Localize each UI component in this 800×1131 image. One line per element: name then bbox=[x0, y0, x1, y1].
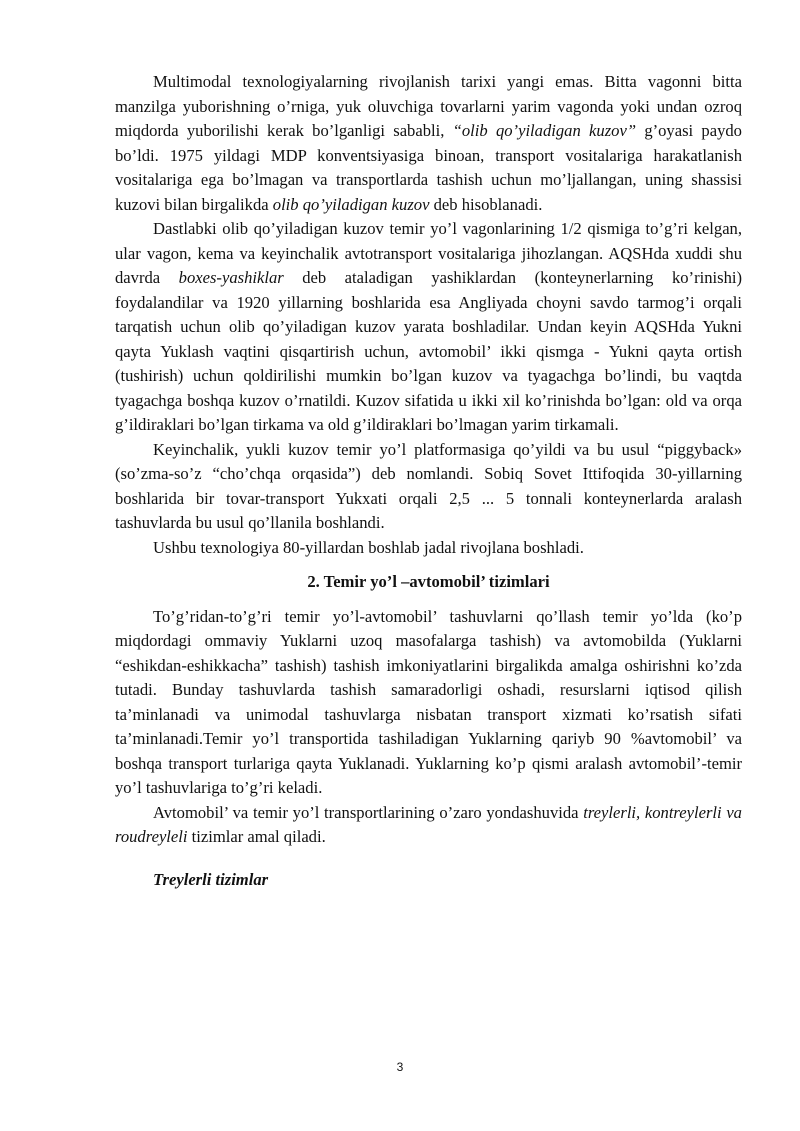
text-run: To’g’ridan-to’g’ri temir yo’l-avtomobil’ tashuvlarni qo’llash temir yo’lda (ko’p miqdordagi ommaviy Yuklarni uzoq masofalarga tashish) va avtomobilda (Yuklarni “eshikdan-eshikkacha” tashish) tashish imkoniyatlarini birgalikda amalga oshirishni ko’zda tutadi. Bunday tashuvlarda tashish samaradorligi oshadi, resurslarni iqtisod qilish ta’minlanadi va unimodal tashuvlarga nisbatan transport xizmati ko’rsatish sifati ta’minlanadi.Temir yo’l transportida tashiladigan Yuklarning qariyb 90 %avtomobil’ va boshqa transport turlariga qayta Yuklanadi. Yuklarning ko’p qismi aralash avtomobil’-temir yo’l tashuvlariga to’g’ri keladi. bbox=[115, 606, 742, 797]
paragraph bbox=[115, 217, 742, 438]
document-page bbox=[115, 70, 742, 892]
text-run: Ushbu texnologiya 80-yillardan boshlab jadal rivojlana boshladi. bbox=[153, 537, 584, 557]
text-run: Dastlabki olib qo’yiladigan kuzov temir yo’l vagonlarining 1/2 qismiga to’g’ri kelgan, ular vagon, kema va keyinchalik avtotransport vositalariga jihozlangan. AQSHda xuddi shu davrda bbox=[115, 219, 742, 287]
paragraph bbox=[115, 70, 742, 217]
text-run: Keyinchalik, yukli kuzov temir yo’l platformasiga qo’yildi va bu usul “piggyback» (so’zma-so’z “cho’chqa orqasida”) deb nomlandi. Sobiq Sovet Ittifoqida 30-yillarning boshlarida bir tovar-transport Yukxati orqali 2,5 ... 5 tonnali konteynerlarda aralash tashuvlarda bu usul qo’llanila boshlandi. bbox=[115, 439, 742, 532]
italic-text: olib qo’yiladigan kuzov bbox=[272, 194, 430, 214]
paragraph bbox=[115, 605, 742, 801]
paragraph bbox=[115, 801, 742, 850]
paragraph bbox=[115, 438, 742, 536]
text-run: deb hisoblanadi. bbox=[429, 194, 543, 214]
body-text-section-1 bbox=[115, 70, 742, 560]
text-run: g’oyasi paydo bo’ldi. 1975 yildagi MDP konventsiyasiga binoan, transport vositalariga harakatlanish vositalariga ega bo’lmagan va transportlarda tashish uchun mo’ljallangan, uning shassisi kuzovi bilan birgalikda bbox=[115, 121, 742, 214]
page-number: 3 bbox=[396, 1060, 404, 1074]
paragraph bbox=[115, 536, 742, 561]
italic-text: “olib qo’yiladigan kuzov” bbox=[452, 121, 637, 140]
italic-text: boxes-yashiklar bbox=[178, 268, 284, 287]
italic-text: treylerli, kontreylerli va roudreyleli bbox=[115, 802, 742, 846]
section-heading: 2. Temir yo’l –avtomobil’ tizimlari bbox=[307, 572, 550, 591]
text-run: tizimlar amal qiladi. bbox=[187, 827, 326, 846]
text-run: Multimodal texnologiyalarning rivojlanish tarixi yangi emas. Bitta vagonni bitta manzilga yuborishning o’rniga, yuk oluvchiga tovarlarni yarim vagonda yoki undan ozroq miqdorda yuborilishi kerak bo’lganligi sababli, bbox=[115, 72, 742, 140]
body-text-section-2 bbox=[115, 605, 742, 850]
subsection-heading: Treylerli tizimlar bbox=[153, 869, 269, 889]
text-run: Avtomobil’ va temir yo’l transportlarining o’zaro yondashuvida bbox=[153, 802, 584, 822]
text-run: deb ataladigan yashiklardan (konteynerlarning ko’rinishi) foydalandilar va 1920 yillarning boshlarida esa Angliyada choyni savdo tarmog’i orqali tarqatish uchun olib qo’yiladigan kuzov yarata boshladilar. Undan keyin AQSHda Yukni qayta Yuklash vaqtini qisqartirish uchun, avtomobil’ ikki qismga - Yukni qayta ortish (tushirish) uchun qoldirilishi mumkin bo’lgan kuzov va tyagachga bo’lindi, bu vaqtda tyagachga boshqa kuzov o’rnatildi. Kuzov sifatida u ikki xil ko’rinishda bo’lgan: old va orqa g’ildiraklari bo’lgan tirkama va old g’ildiraklari bo’lmagan yarim tirkamali. bbox=[115, 268, 742, 434]
